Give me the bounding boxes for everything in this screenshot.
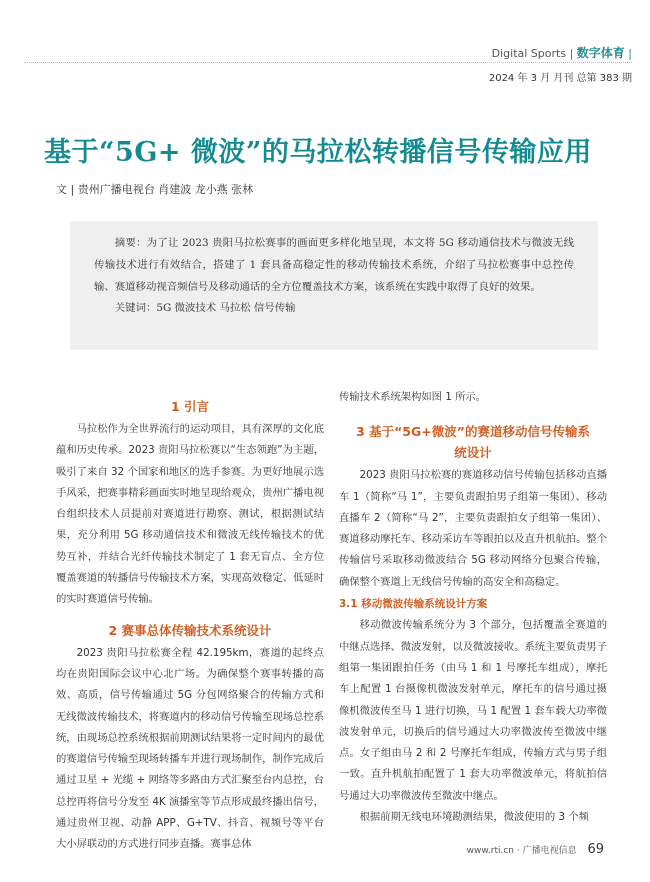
article-authors: 文 | 贵州广播电视台 肖建波 龙小燕 张林: [56, 183, 254, 196]
section-3-1-heading: 3.1 移动微波传输系统设计方案: [339, 598, 488, 611]
section-3-1-paragraph-2: 根据前期无线电环境勘测结果，微波使用的 3 个频: [359, 811, 589, 824]
section-cn: 数字体育: [576, 46, 625, 60]
section-2-heading: 2 赛事总体传输技术系统设计: [108, 622, 272, 638]
section-3-heading: 3 基于“5G+微波”的赛道移动信号传输系统设计: [356, 424, 590, 461]
page-number: 69: [587, 842, 604, 857]
article-title: 基于“5G+ 微波”的马拉松转播信号传输应用: [44, 137, 592, 168]
section-3-1-paragraph-1: 移动微波传输系统分为 3 个部分，包括覆盖全赛道的中继点选择、微波发射，以及微波接收。系统主要负责男子组第一集团跟拍任务（由马 1 和 1 号摩托车组成），摩托车上配置 1 台摄像机微波发射单元，摩托车的信号通过摄像机微波传至马 1 进行切换，马 1 配置 1 套车载大功率微波发射单元，切换后的信号通过大功率微波传至微波中继点。女子组由马 2 和 2 号摩托车组成，传输方式与男子组一致。直升机航拍配置了 1 套大功率微波单元，将航拍信号通过大功率微波传至微波中继点。: [339, 619, 607, 802]
section-1-paragraph: 马拉松作为全世界流行的运动项目，具有深厚的文化底蕴和历史传承。2023 贵阳马拉松赛以“生态领跑”为主题，吸引了来自 32 个国家和地区的选手参赛。为更好地展示选手风采，把赛事精彩画面实时地呈现给观众，贵州广播电视台组织技术人员提前对赛道进行勘察、测试，根据测试结果，充分利用 5G 移动通信技术和微波无线传输技术的优势互补，并结合光纤传输技术制定了 1 套无盲点、全方位覆盖赛道的转播信号传输技术方案，实现高效稳定、低延时的实时赛道信号传输。: [56, 423, 324, 606]
left-column: [56, 390, 324, 856]
abstract-box: [70, 221, 598, 350]
section-2-paragraph: 2023 贵阳马拉松赛全程 42.195km，赛道的起终点均在贵阳国际会议中心北广场。为确保整个赛事转播的高效、高质，信号传输通过 5G 分包网络聚合的传输方式和无线微波传输技术，将赛道内的移动信号传输至现场总控系统，由现场总控系统根据前期测试结果将一定时间内的最优的赛道信号传输至现场转播车并进行现场制作，制作完成后通过卫星 + 光缆 + 网络等多路由方式汇聚至台内总控，台总控再将信号分发至 4K 演播室等节点形成最终播出信号，通过贵州卫视、动静 APP、G+TV、抖音、视频号等平台大小屏联动的方式进行同步直播。赛事总体: [56, 646, 324, 851]
section-3-paragraph: 2023 贵阳马拉松赛的赛道移动信号传输包括移动直播车 1（简称“马 1”，主要负责跟拍男子组第一集团）、移动直播车 2（简称“马 2”，主要负责跟拍女子组第一集团）、赛道移动摩托车、移动采访车等跟拍以及直升机航拍。整个传输信号采取移动微波结合 5G 移动网络分包聚合传输，确保整个赛道上无线信号传输的高安全和高稳定。: [339, 469, 607, 588]
issue-info: 2024 年 3 月 月刊 总第 383 期: [488, 73, 632, 84]
keywords: 关键词：5G 微波技术 马拉松 信号传输: [114, 302, 296, 315]
page-footer: [467, 842, 604, 857]
section-label: Digital Sports | 数字体育 |: [491, 46, 632, 60]
right-column: [339, 387, 607, 828]
section-1-heading: 1 引言: [170, 399, 210, 414]
footer-site: www.rti.cn · 广播电视信息: [466, 846, 577, 856]
section-en: Digital Sports: [491, 47, 567, 60]
section-2-continuation: 传输技术系统架构如图 1 所示。: [339, 391, 486, 403]
header-divider: [24, 62, 632, 63]
abstract-text: 摘要：为了让 2023 贵阳马拉松赛事的画面更多样化地呈现，本文将 5G 移动通信技术与微波无线传输技术进行有效结合，搭建了 1 套具备高稳定性的移动传输技术系统，介绍了马拉松赛事中总控传输、赛道移动视音频信号及移动通话的全方位覆盖技术方案，该系统在实践中取得了良好的效果。: [94, 237, 574, 293]
running-header: [489, 44, 632, 84]
